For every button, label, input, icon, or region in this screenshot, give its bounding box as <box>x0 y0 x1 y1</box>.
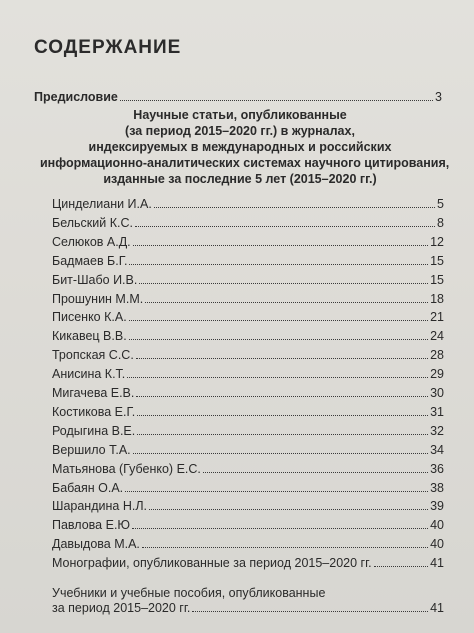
toc-page-number: 29 <box>430 367 444 382</box>
toc-entry[interactable] <box>52 499 444 514</box>
toc-entry[interactable] <box>52 405 444 420</box>
toc-entry[interactable] <box>52 443 444 458</box>
section-title-line: (за период 2015–2020 гг.) в журналах, <box>125 124 355 138</box>
toc-page-number: 12 <box>430 234 444 249</box>
toc-page-number: 40 <box>430 518 444 533</box>
toc-page-number: 39 <box>430 499 444 514</box>
section-title-line: изданные за последние 5 лет (2015–2020 гг.) <box>103 172 377 186</box>
leader-dots <box>139 273 428 284</box>
toc-page-number: 32 <box>430 423 444 438</box>
leader-dots <box>137 424 428 435</box>
toc-entry-textbooks[interactable] <box>52 601 444 616</box>
toc-entry-label: Предисловие <box>34 90 118 104</box>
toc-entry-label: за период 2015–2020 гг. <box>52 601 191 615</box>
toc-page-number: 21 <box>430 310 444 325</box>
leader-dots <box>135 216 435 227</box>
toc-entry[interactable] <box>52 216 444 231</box>
leader-dots <box>203 462 428 473</box>
toc-entry-label: Костикова Е.Г. <box>52 404 136 419</box>
leader-dots <box>133 443 428 454</box>
toc-entry[interactable] <box>52 292 444 307</box>
toc-entry-label: Писенко К.А. <box>52 310 127 325</box>
leader-dots <box>149 499 428 510</box>
toc-entry-label: Кикавец В.В. <box>52 329 127 344</box>
toc-page-number: 34 <box>430 442 444 457</box>
toc-entry[interactable] <box>52 254 444 269</box>
toc-entry-label: Мигачева Е.В. <box>52 386 135 400</box>
toc-page-number: 40 <box>430 537 444 552</box>
leader-dots <box>142 537 428 548</box>
toc-page-number: 18 <box>430 291 444 306</box>
leader-dots <box>136 348 428 359</box>
toc-page-number: 15 <box>430 253 444 268</box>
toc-entry-label: Вершило Т.А. <box>52 442 131 457</box>
leader-dots <box>120 90 433 101</box>
toc-entry-label: Прошунин М.М. <box>52 291 144 306</box>
toc-entry-label: Цинделиани И.А. <box>52 197 152 211</box>
leader-dots <box>132 518 428 529</box>
toc-entry[interactable] <box>52 462 444 477</box>
toc-entry-label: Анисина К.Т. <box>52 367 126 382</box>
toc-entry[interactable] <box>52 367 444 382</box>
toc-page-number: 31 <box>430 404 444 419</box>
toc-entry-preface[interactable] <box>34 90 442 105</box>
toc-page-number: 5 <box>437 197 444 211</box>
toc-entry[interactable] <box>52 197 444 212</box>
leader-dots <box>145 292 428 303</box>
toc-entry-label: Бадмаев Б.Г. <box>52 253 128 268</box>
toc-page-number: 3 <box>435 90 442 104</box>
toc-entry[interactable] <box>52 235 444 250</box>
toc-entry[interactable] <box>52 329 444 344</box>
toc-entry[interactable] <box>52 310 444 325</box>
toc-entry[interactable] <box>52 537 444 552</box>
toc-entry-label: Селюков А.Д. <box>52 234 131 249</box>
leader-dots <box>125 481 428 492</box>
leader-dots <box>129 310 428 321</box>
toc-entry-label: Бабаян О.А. <box>52 480 124 495</box>
section-title-line: индексируемых в международных и российских <box>88 140 392 154</box>
toc-page-number: 38 <box>430 480 444 495</box>
toc-page-number: 28 <box>430 348 444 363</box>
leader-dots <box>129 254 428 265</box>
toc-page-number: 8 <box>437 215 444 230</box>
toc-entry-label: Павлова Е.Ю <box>52 518 131 533</box>
toc-entry-label: Монографии, опубликованные за период 2015–2020 гг. <box>52 556 372 571</box>
leader-dots <box>137 405 428 416</box>
toc-entry-label: Родыгина В.Е. <box>52 423 136 438</box>
leader-dots <box>129 329 428 340</box>
leader-dots <box>374 556 429 567</box>
leader-dots <box>136 386 428 397</box>
toc-entry-label: Тропская С.С. <box>52 348 134 363</box>
section-title-line: Научные статьи, опубликованные <box>133 108 347 122</box>
leader-dots <box>154 197 435 208</box>
section-title <box>40 107 450 187</box>
section-title-line: информационно-аналитических системах научного цитирования, <box>40 156 450 170</box>
leader-dots <box>127 367 428 378</box>
leader-dots <box>133 235 428 246</box>
toc-entry[interactable] <box>52 424 444 439</box>
toc-entry[interactable] <box>52 273 444 288</box>
leader-dots <box>192 601 428 612</box>
toc-entry-label: Шарандина Н.Л. <box>52 499 147 514</box>
toc-entry[interactable] <box>52 386 444 401</box>
toc-entry[interactable] <box>52 481 444 496</box>
toc-page-number: 41 <box>430 556 444 571</box>
toc-entry-label: Матьянова (Губенко) Е.С. <box>52 461 201 476</box>
toc-page-number: 36 <box>430 461 444 476</box>
toc-entry[interactable] <box>52 518 444 533</box>
toc-page-number: 30 <box>430 386 444 400</box>
toc-entry-label: Давыдова М.А. <box>52 537 140 552</box>
toc-entry-label: Бит-Шабо И.В. <box>52 272 138 287</box>
toc-page-number: 15 <box>430 272 444 287</box>
toc-entry-label: Бельский К.С. <box>52 215 133 230</box>
toc-entry[interactable] <box>52 556 444 571</box>
toc-page-number: 41 <box>430 601 444 615</box>
toc-page-number: 24 <box>430 329 444 344</box>
toc-entry-textbooks-line1[interactable]: Учебники и учебные пособия, опубликованные <box>52 586 326 600</box>
page-title: СОДЕРЖАНИЕ <box>34 37 182 58</box>
toc-entry[interactable] <box>52 348 444 363</box>
